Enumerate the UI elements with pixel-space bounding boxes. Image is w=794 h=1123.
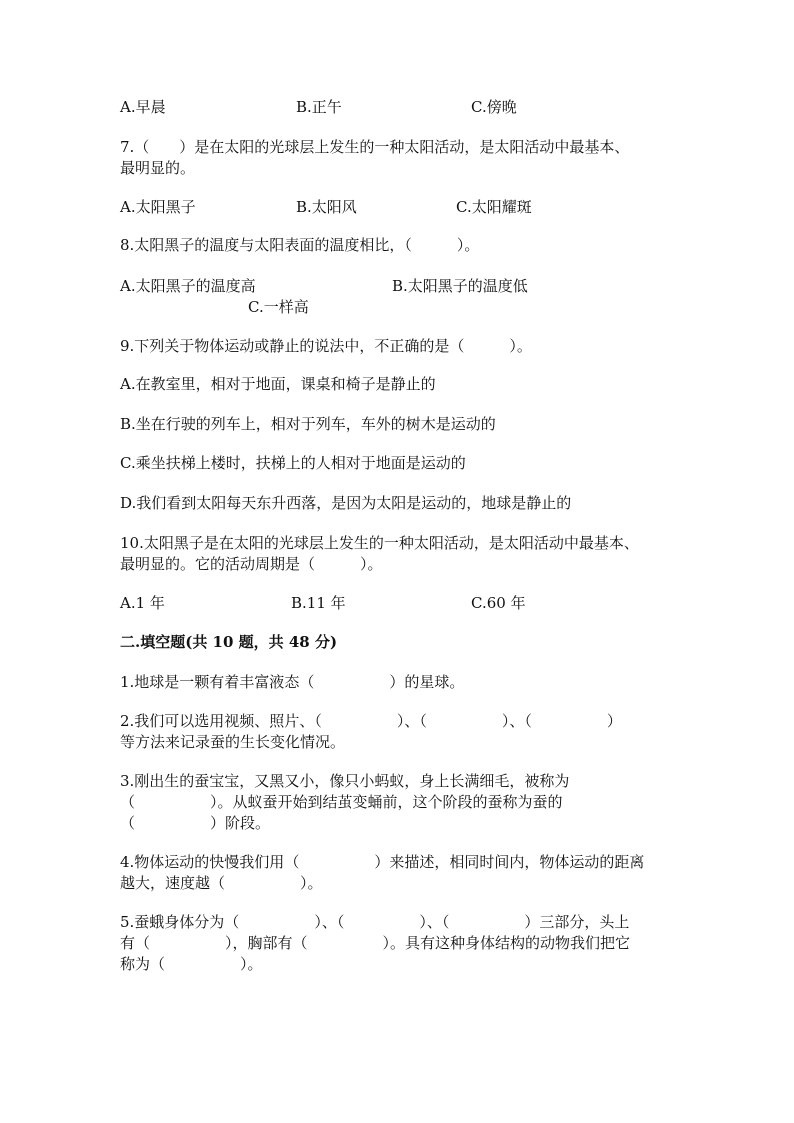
q8-option-a: A.太阳黑子的温度高 [120, 277, 256, 295]
fill4-line1: 4.物体运动的快慢我们用（ ）来描述，相同时间内，物体运动的距离 [120, 853, 645, 871]
fill2-line1: 2.我们可以选用视频、照片、（ ）、（ ）、（ ） [120, 712, 622, 730]
q10-option-b: B.11 年 [291, 594, 346, 612]
fill5-line1: 5.蚕蛾身体分为（ ）、（ ）、（ ）三部分，头上 [120, 913, 630, 931]
fill3-line2: （ ）。从蚁蚕开始到结茧变蛹前，这个阶段的蚕称为蚕的 [120, 793, 563, 811]
q6-option-b: B.正午 [296, 98, 342, 116]
q7-stem-line2: 最明显的。 [120, 159, 196, 177]
fill4-line2: 越大，速度越（ ）。 [120, 874, 323, 892]
q10-stem-line1: 10.太阳黑子是在太阳的光球层上发生的一种太阳活动，是太阳活动中最基本、 [120, 534, 639, 552]
fill2-line2: 等方法来记录蚕的生长变化情况。 [120, 733, 346, 751]
fill3-line3: （ ）阶段。 [120, 814, 271, 832]
q7-stem-line1: 7.（ ）是在太阳的光球层上发生的一种太阳活动，是太阳活动中最基本、 [120, 138, 630, 156]
q10-stem-line2: 最明显的。它的活动周期是（ ）。 [120, 555, 383, 573]
q9-option-c: C.乘坐扶梯上楼时，扶梯上的人相对于地面是运动的 [120, 454, 466, 472]
q8-option-c: C.一样高 [248, 298, 309, 316]
q10-option-a: A.1 年 [120, 594, 165, 612]
q9-stem: 9.下列关于物体运动或静止的说法中，不正确的是（ ）。 [120, 337, 532, 355]
q9-option-b: B.坐在行驶的列车上，相对于列车，车外的树木是运动的 [120, 415, 496, 433]
q8-option-b: B.太阳黑子的温度低 [392, 277, 528, 295]
fill3-line1: 3.刚出生的蚕宝宝，又黑又小，像只小蚂蚁，身上长满细毛，被称为 [120, 772, 570, 790]
q9-option-d: D.我们看到太阳每天东升西落，是因为太阳是运动的，地球是静止的 [120, 494, 572, 512]
fill5-line3: 称为（ ）。 [120, 955, 263, 973]
q6-option-a: A.早晨 [120, 98, 166, 116]
q7-option-a: A.太阳黑子 [120, 198, 196, 216]
q7-option-c: C.太阳耀斑 [456, 198, 532, 216]
section2-heading: 二.填空题(共 10 题，共 48 分) [120, 633, 338, 651]
q7-option-b: B.太阳风 [296, 198, 357, 216]
q8-stem: 8.太阳黑子的温度与太阳表面的温度相比，（ ）。 [120, 236, 480, 254]
fill5-line2: 有（ ），胸部有（ ）。具有这种身体结构的动物我们把它 [120, 934, 631, 952]
fill1-line1: 1.地球是一颗有着丰富液态（ ）的星球。 [120, 673, 465, 691]
q10-option-c: C.60 年 [471, 594, 526, 612]
q9-option-a: A.在教室里，相对于地面，课桌和椅子是静止的 [120, 375, 436, 393]
q6-option-c: C.傍晚 [471, 98, 517, 116]
